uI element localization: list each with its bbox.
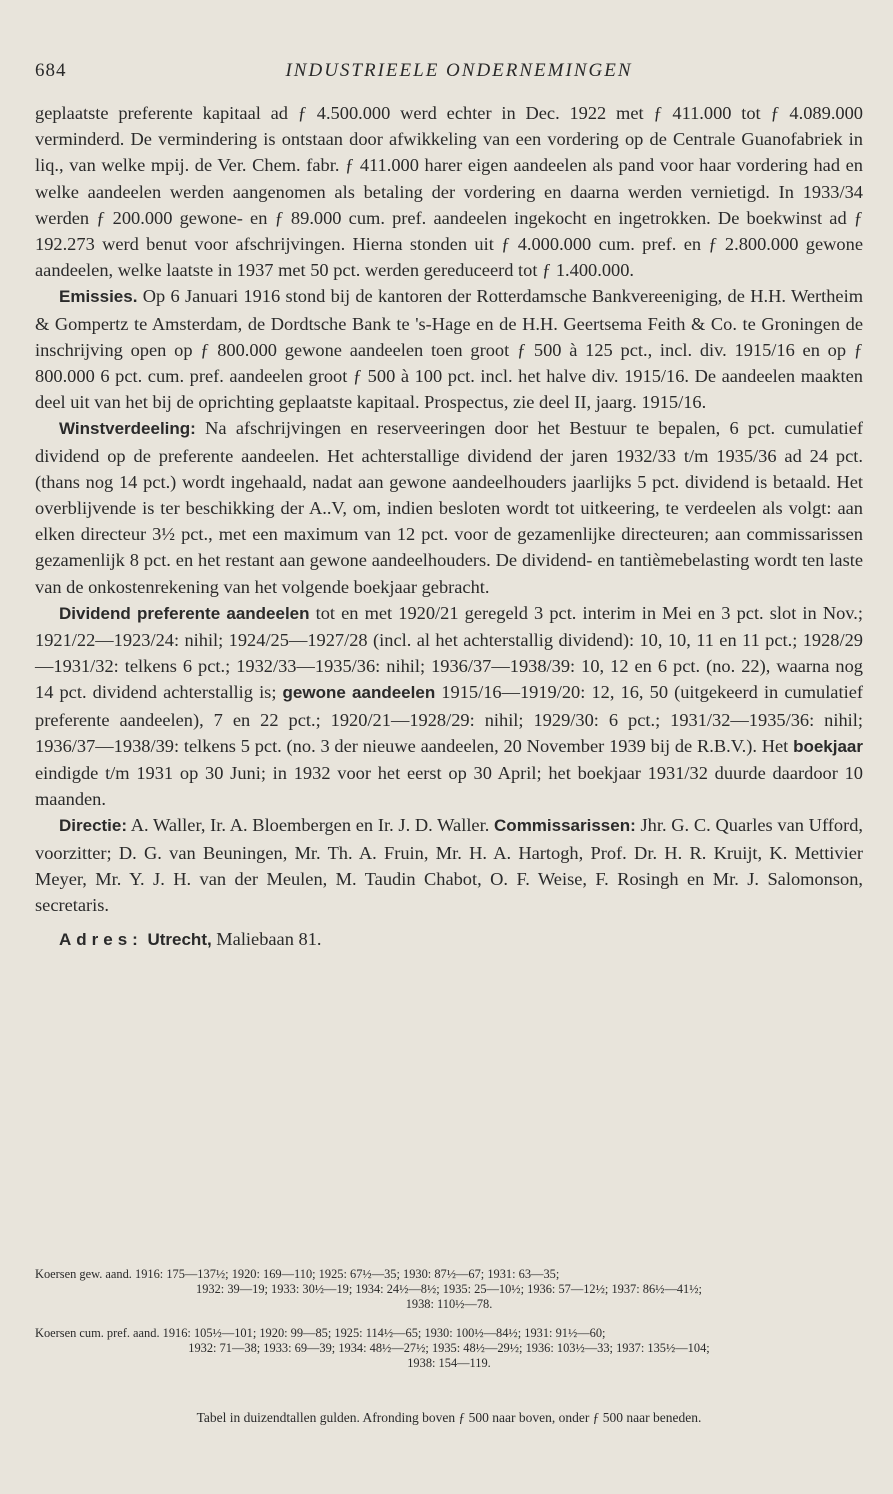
koersen-gewone-line-1: Koersen gew. aand. 1916: 175—137½; 1920: 169—110; 1925: 67½—35; 1930: 87½—67; 1931: 63—35; [35, 1267, 560, 1281]
koersen-pref-block [35, 1326, 863, 1371]
paragraph-intro: geplaatste preferente kapitaal ad ƒ 4.500.000 werd echter in Dec. 1922 met ƒ 411.000 tot ƒ 4.089.000 verminderd. De vermindering is ontstaan door afwikkeling van een vordering op de Centrale Guanofabriek in liq., van welke mpij. de Ver. Chem. fabr. ƒ 411.000 harer eigen aandeelen als pand voor haar vordering had en welke aandeelen werden aangenomen als betaling der vordering en daarna werden vernietigd. In 1933/34 werden ƒ 200.000 gewone- en ƒ 89.000 cum. pref. aandeelen ingekocht en ingetrokken. De boekwinst ad ƒ 192.273 werd benut voor afschrijvingen. Hierna stonden uit ƒ 4.000.000 cum. pref. en ƒ 2.800.000 gewone aandeelen, welke laatste in 1937 met 50 pct. werden gereduceerd tot ƒ 1.400.000. [35, 103, 863, 281]
adres-city: Utrecht, [147, 930, 212, 950]
adres-street: Maliebaan 81. [211, 929, 322, 950]
winst-text: Na afschrijvingen en reserveeringen door het Bestuur te bepalen, 6 pct. cumulatief dividend op de preferente aandeelen. Het achterstallige dividend der jaren 1932/33 t/m 1935/36 ad 24 pct. (thans nog 14 pct.) wordt ingehaald, nadat aan gewone aandeelhouders jaarlijks 5 pct. dividend is betaald. Het overblijvende is ter beschikking der A..V, om, indien besloten wordt tot uitkeering, te verdeelen als volgt: aan elken directeur 3½ pct., met een maximum van 12 pct. voor de gezamenlijke directeuren; aan commissarissen gezamenlijk 8 pct. en het restant aan gewone aandeelhouders. De dividend- en tantièmebelasting wordt ten laste van de onkostenrekening van het volgende boekjaar gebracht. [35, 418, 863, 597]
body-text [35, 100, 863, 954]
emissies-label: Emissies. [59, 287, 138, 307]
paragraph-dividend [35, 600, 863, 813]
koersen-pref-line-2: 1932: 71—38; 1933: 69—39; 1934: 48½—27½; 1935: 48½—29½; 1936: 103½—33; 1937: 135½—104; [188, 1341, 710, 1355]
koersen-gewone-block [35, 1267, 863, 1312]
footnote: Tabel in duizendtallen gulden. Afronding boven ƒ 500 naar boven, onder ƒ 500 naar beneden. [196, 1410, 702, 1425]
koersen-pref-line-1: Koersen cum. pref. aand. 1916: 105½—101; 1920: 99—85; 1925: 114½—65; 1930: 100½—84½; 1931: 91½—60; [35, 1326, 606, 1340]
koersen-pref-line-3: 1938: 154—119. [407, 1356, 491, 1370]
dividend-text-3: eindigde t/m 1931 op 30 Juni; in 1932 voor het eerst op 30 April; het boekjaar 1931/32 duurde daardoor 10 maanden. [35, 763, 863, 810]
boekjaar-label: boekjaar [793, 736, 863, 756]
dividend-text-2: 1915/16—1919/20: 12, 16, 50 (uitgekeerd in cumulatief preferente aandeelen), 7 en 22 pct.; 1920/21—1928/29: nihil; 1929/30: 6 pct.; 1931/32—1935/36: nihil; 1936/37—1938/39: telkens 5 pct. (no. 3 der nieuwe aandeelen, 20 November 1939 bij de R.B.V.). Het [35, 682, 863, 756]
directie-text: A. Waller, Ir. A. Bloembergen en Ir. J. D. Waller. [127, 815, 495, 836]
paragraph-adres [35, 926, 863, 953]
dividend-gewone-label: gewone aandeelen [282, 683, 436, 703]
page-header [35, 60, 863, 90]
directie-label: Directie: [59, 816, 128, 836]
running-title: INDUSTRIEELE ONDERNEMINGEN [285, 60, 633, 81]
commissarissen-text: Jhr. G. C. Quarles van Ufford, voorzitter; D. G. van Beuningen, Mr. Th. A. Fruin, Mr. H. A. Hartogh, Prof. Dr. H. R. Kruijt, K. Mettivier Meyer, Mr. Y. J. H. van der Meulen, M. Taudin Chabot, O. F. Weise, F. Rosingh en Mr. J. Salomonson, secretaris. [35, 815, 863, 916]
paragraph-directie [35, 812, 863, 918]
paragraph-winstverdeeling [35, 415, 863, 599]
koersen-gewone-line-2: 1932: 39—19; 1933: 30½—19; 1934: 24½—8½; 1935: 25—10½; 1936: 57—12½; 1937: 86½—41½; [196, 1282, 702, 1296]
page-number: 684 [35, 60, 67, 81]
adres-label: Adres: [59, 930, 143, 950]
paragraph-emissies [35, 283, 863, 415]
emissies-text: Op 6 Januari 1916 stond bij de kantoren der Rotterdamsche Bankvereeniging, de H.H. Wertheim & Gompertz te Amsterdam, de Dordtsche Bank te 's-Hage en de H.H. Geertsema Feith & Co. te Groningen de inschrijving open op ƒ 800.000 gewone aandeelen toen groot ƒ 500 à 125 pct., incl. div. 1915/16 en op ƒ 800.000 6 pct. cum. pref. aandeelen groot ƒ 500 à 100 pct. incl. het halve div. 1915/16. De aandeelen maakten deel uit van het bij de oprichting geplaatste kapitaal. Prospectus, zie deel II, jaarg. 1915/16. [35, 286, 863, 413]
koersen-gewone-line-3: 1938: 110½—78. [405, 1297, 493, 1311]
winst-label: Winstverdeeling: [59, 419, 196, 439]
dividend-text-1: tot en met 1920/21 geregeld 3 pct. interim in Mei en 3 pct. slot in Nov.; 1921/22—1923/24: nihil; 1924/25—1927/28 (incl. al het achterstallig dividend): 10, 10, 11 en 11 pct.; 1928/29—1931/32: telkens 6 pct.; 1932/33—1935/36: nihil; 1936/37—1938/39: 10, 12 en 6 pct. (no. 22), waarna nog 14 pct. dividend achterstallig is; [35, 602, 864, 703]
commissarissen-label: Commissarissen: [494, 816, 636, 836]
dividend-pref-label: Dividend preferente aandeelen [59, 603, 310, 623]
